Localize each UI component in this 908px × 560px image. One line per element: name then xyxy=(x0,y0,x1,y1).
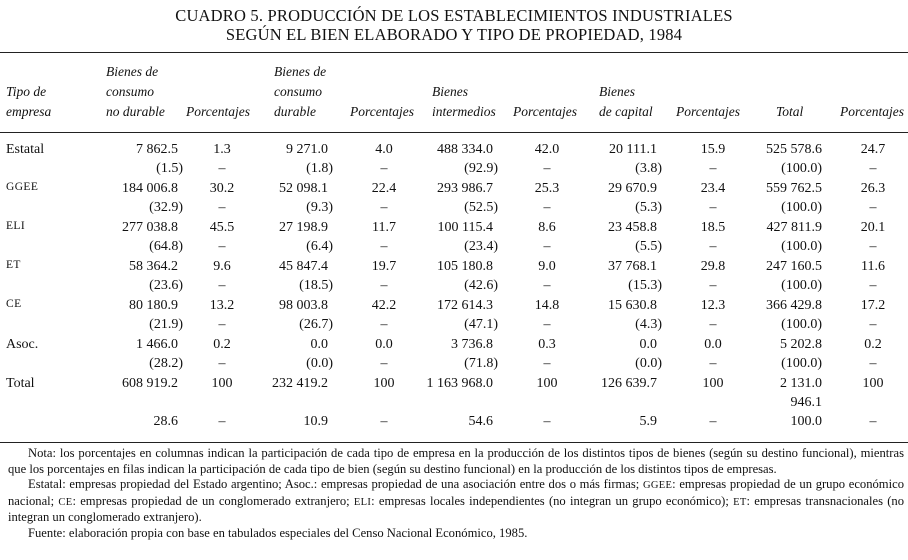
percent-cell: (23.4) xyxy=(464,239,498,254)
percent-cell: – xyxy=(218,200,226,215)
row-label: CE xyxy=(6,298,22,310)
value-cell: 0.0 xyxy=(375,337,393,352)
value-cell: 1 466.0 xyxy=(136,337,178,352)
value-cell: 42.2 xyxy=(371,298,397,313)
value-cell: 366 429.8 xyxy=(766,298,822,313)
value-cell: 52 098.1 xyxy=(279,181,328,196)
value-cell: 0.0 xyxy=(704,337,722,352)
percent-cell: (1.8) xyxy=(306,161,333,176)
percent-cell: – xyxy=(709,161,717,176)
value-cell: 80 180.9 xyxy=(129,298,178,313)
percent-cell: (15.3) xyxy=(628,278,662,293)
percent-cell: – xyxy=(543,356,551,371)
percent-cell: (100.0) xyxy=(781,161,822,176)
total-percent-cell: – xyxy=(380,414,388,429)
percent-cell: – xyxy=(543,200,551,215)
value-cell: 7 862.5 xyxy=(136,142,178,157)
header-bienes-intermedios: Bienes intermedios xyxy=(432,84,496,119)
percent-cell: (64.8) xyxy=(149,239,183,254)
value-cell: 184 006.8 xyxy=(122,181,178,196)
value-cell: 58 364.2 xyxy=(129,259,178,274)
percent-cell: – xyxy=(218,161,226,176)
percent-cell: (0.0) xyxy=(635,356,662,371)
value-cell: 9 271.0 xyxy=(286,142,328,157)
value-cell: 525 578.6 xyxy=(766,142,822,157)
value-cell: 26.3 xyxy=(860,181,886,196)
header-bienes-consumo-no-durable: Bienes de consumo no durable xyxy=(106,64,165,119)
percent-cell: (1.5) xyxy=(156,161,183,176)
percent-cell: – xyxy=(218,317,226,332)
percent-cell: – xyxy=(380,161,388,176)
value-cell: 30.2 xyxy=(209,181,235,196)
value-cell: 18.5 xyxy=(700,220,726,235)
percent-cell: (9.3) xyxy=(306,200,333,215)
percent-cell: – xyxy=(709,278,717,293)
header-porcentajes-4: Porcentajes xyxy=(676,104,740,119)
percent-cell: – xyxy=(869,200,877,215)
percent-cell: – xyxy=(380,239,388,254)
value-cell: 27 198.9 xyxy=(279,220,328,235)
percent-cell: (100.0) xyxy=(781,239,822,254)
value-cell: 15.9 xyxy=(700,142,726,157)
percent-cell: (23.6) xyxy=(149,278,183,293)
percent-cell: – xyxy=(218,278,226,293)
header-tipo-empresa: Tipo de empresa xyxy=(6,84,52,119)
value-cell: 559 762.5 xyxy=(766,181,822,196)
total-value-cell: 100 xyxy=(702,376,724,391)
value-cell: 20 111.1 xyxy=(609,142,657,157)
value-cell: 293 986.7 xyxy=(437,181,493,196)
total-value-cell: 126 639.7 xyxy=(601,376,657,391)
total-value-cell: 232 419.2 xyxy=(272,376,328,391)
value-cell: 24.7 xyxy=(860,142,886,157)
value-cell: 0.0 xyxy=(310,337,328,352)
percent-cell: (100.0) xyxy=(781,356,822,371)
percent-cell: (26.7) xyxy=(299,317,333,332)
header-porcentajes-2: Porcentajes xyxy=(350,104,414,119)
value-cell: 17.2 xyxy=(860,298,886,313)
percent-cell: – xyxy=(380,317,388,332)
percent-cell: – xyxy=(869,161,877,176)
total-percent-cell: – xyxy=(709,414,717,429)
total-percent-cell: – xyxy=(543,414,551,429)
percent-cell: (18.5) xyxy=(299,278,333,293)
value-cell: 29.8 xyxy=(700,259,726,274)
top-rule xyxy=(0,52,908,53)
value-cell: 19.7 xyxy=(371,259,397,274)
note-text: Nota: los porcentajes en columnas indican la participación de cada tipo de empresa en la producción de los distintos tipos de bienes (según su destino funcional), mientras que los porcentajes en filas indican la participación de cada tipo de bien (según su destino funcional) en la producción de los distintos tipos de empresas. xyxy=(8,446,904,476)
percent-cell: (28.2) xyxy=(149,356,183,371)
value-cell: 488 334.0 xyxy=(437,142,493,157)
total-percent-cell: 10.9 xyxy=(303,414,328,429)
percent-cell: – xyxy=(543,317,551,332)
percent-cell: (21.9) xyxy=(149,317,183,332)
value-cell: 25.3 xyxy=(534,181,560,196)
total-percent-cell: 100.0 xyxy=(790,414,822,429)
percent-cell: – xyxy=(543,161,551,176)
value-cell: 29 670.9 xyxy=(608,181,657,196)
value-cell: 12.3 xyxy=(700,298,726,313)
percent-cell: (6.4) xyxy=(306,239,333,254)
percent-cell: (3.8) xyxy=(635,161,662,176)
note-source: Fuente: elaboración propia con base en tabulados especiales del Censo Nacional Económico, 1985. xyxy=(28,525,528,540)
total-value-cell: 1 163 968.0 xyxy=(426,376,493,391)
header-total: Total xyxy=(776,104,804,119)
percent-cell: – xyxy=(709,200,717,215)
total-percent-cell: 28.6 xyxy=(153,414,178,429)
value-cell: 23 458.8 xyxy=(608,220,657,235)
value-cell: 13.2 xyxy=(209,298,235,313)
value-cell: 5 202.8 xyxy=(780,337,822,352)
percent-cell: – xyxy=(380,356,388,371)
value-cell: 9.6 xyxy=(213,259,231,274)
table-title-line1: CUADRO 5. PRODUCCIÓN DE LOS ESTABLECIMIENTOS INDUSTRIALES xyxy=(175,6,733,25)
note-abbreviations: Estatal: empresas propiedad del Estado argentino; Asoc.: empresas propiedad de una asociación entre dos o más firmas; GGEE: empresas propiedad de un grupo económico nacional; CE: empresas propiedad de un conglomerado extranjero; ELI: empresas locales independientes (no integran un grupo económico); ET: empresas transnacionales (no integran un conglomerado extranjero). xyxy=(8,477,905,525)
bottom-rule xyxy=(0,442,908,443)
percent-cell: – xyxy=(869,356,877,371)
value-cell: 98 003.8 xyxy=(279,298,328,313)
value-cell: 14.8 xyxy=(534,298,560,313)
total-percent-cell: – xyxy=(869,414,877,429)
percent-cell: – xyxy=(543,278,551,293)
row-label: ET xyxy=(6,259,21,271)
total-value-cell: 100 xyxy=(373,376,395,391)
header-bienes-consumo-durable: Bienes de consumo durable xyxy=(274,64,327,119)
value-cell: 4.0 xyxy=(375,142,393,157)
value-cell: 0.2 xyxy=(213,337,231,352)
value-cell: 11.6 xyxy=(861,259,885,274)
percent-cell: (4.3) xyxy=(635,317,662,332)
header-porcentajes-1: Porcentajes xyxy=(186,104,250,119)
value-cell: 45.5 xyxy=(209,220,235,235)
value-cell: 45 847.4 xyxy=(279,259,328,274)
value-cell: 22.4 xyxy=(371,181,397,196)
value-cell: 105 180.8 xyxy=(437,259,493,274)
percent-cell: – xyxy=(709,356,717,371)
total-value-cell: 100 xyxy=(211,376,233,391)
total-value-cell: 100 xyxy=(862,376,884,391)
table-notes xyxy=(8,446,904,542)
percent-cell: – xyxy=(543,239,551,254)
percent-cell: – xyxy=(709,317,717,332)
percent-cell: – xyxy=(218,356,226,371)
percent-cell: (32.9) xyxy=(149,200,183,215)
value-cell: 172 614.3 xyxy=(437,298,493,313)
value-cell: 277 038.8 xyxy=(122,220,178,235)
value-cell: 8.6 xyxy=(538,220,556,235)
total-value-cell: 2 131.0 xyxy=(780,376,822,391)
header-porcentajes-3: Porcentajes xyxy=(513,104,577,119)
percent-cell: (0.0) xyxy=(306,356,333,371)
value-cell: 0.0 xyxy=(639,337,657,352)
total-percent-cell: 54.6 xyxy=(468,414,493,429)
value-cell: 37 768.1 xyxy=(608,259,657,274)
percent-cell: – xyxy=(380,278,388,293)
percent-cell: (5.5) xyxy=(635,239,662,254)
table-title-line2: SEGÚN EL BIEN ELABORADO Y TIPO DE PROPIEDAD, 1984 xyxy=(225,25,683,44)
percent-cell: (47.1) xyxy=(464,317,498,332)
percent-cell: (100.0) xyxy=(781,278,822,293)
value-cell: 9.0 xyxy=(538,259,556,274)
total-value-cell: 608 919.2 xyxy=(122,376,178,391)
value-cell: 247 160.5 xyxy=(766,259,822,274)
row-label: Asoc. xyxy=(6,337,39,352)
total-value-cell: 100 xyxy=(536,376,558,391)
percent-cell: – xyxy=(869,278,877,293)
value-cell: 42.0 xyxy=(534,142,560,157)
value-cell: 11.7 xyxy=(372,220,396,235)
percent-cell: – xyxy=(218,239,226,254)
percent-cell: – xyxy=(869,317,877,332)
header-porcentajes-5: Porcentajes xyxy=(840,104,904,119)
value-cell: 0.3 xyxy=(538,337,556,352)
percent-cell: (42.6) xyxy=(464,278,498,293)
row-label: ELI xyxy=(6,220,26,232)
percent-cell: (92.9) xyxy=(464,161,498,176)
total-label: Total xyxy=(6,376,35,391)
percent-cell: (100.0) xyxy=(781,317,822,332)
percent-cell: – xyxy=(869,239,877,254)
percent-cell: (71.8) xyxy=(464,356,498,371)
value-cell: 0.2 xyxy=(864,337,882,352)
total-percent-cell: – xyxy=(218,414,226,429)
percent-cell: (5.3) xyxy=(635,200,662,215)
row-label: GGEE xyxy=(6,181,39,193)
value-cell: 3 736.8 xyxy=(451,337,493,352)
total-percent-cell: 5.9 xyxy=(639,414,657,429)
total-value-continued: 946.1 xyxy=(790,395,822,410)
value-cell: 15 630.8 xyxy=(608,298,657,313)
value-cell: 20.1 xyxy=(860,220,886,235)
percent-cell: – xyxy=(709,239,717,254)
value-cell: 427 811.9 xyxy=(766,220,822,235)
percent-cell: (52.5) xyxy=(464,200,498,215)
percent-cell: – xyxy=(380,200,388,215)
value-cell: 100 115.4 xyxy=(437,220,493,235)
value-cell: 23.4 xyxy=(700,181,726,196)
header-bienes-de-capital: Bienes de capital xyxy=(599,84,653,119)
row-label: Estatal xyxy=(6,142,45,157)
percent-cell: (100.0) xyxy=(781,200,822,215)
value-cell: 1.3 xyxy=(213,142,231,157)
header-rule xyxy=(0,132,908,133)
